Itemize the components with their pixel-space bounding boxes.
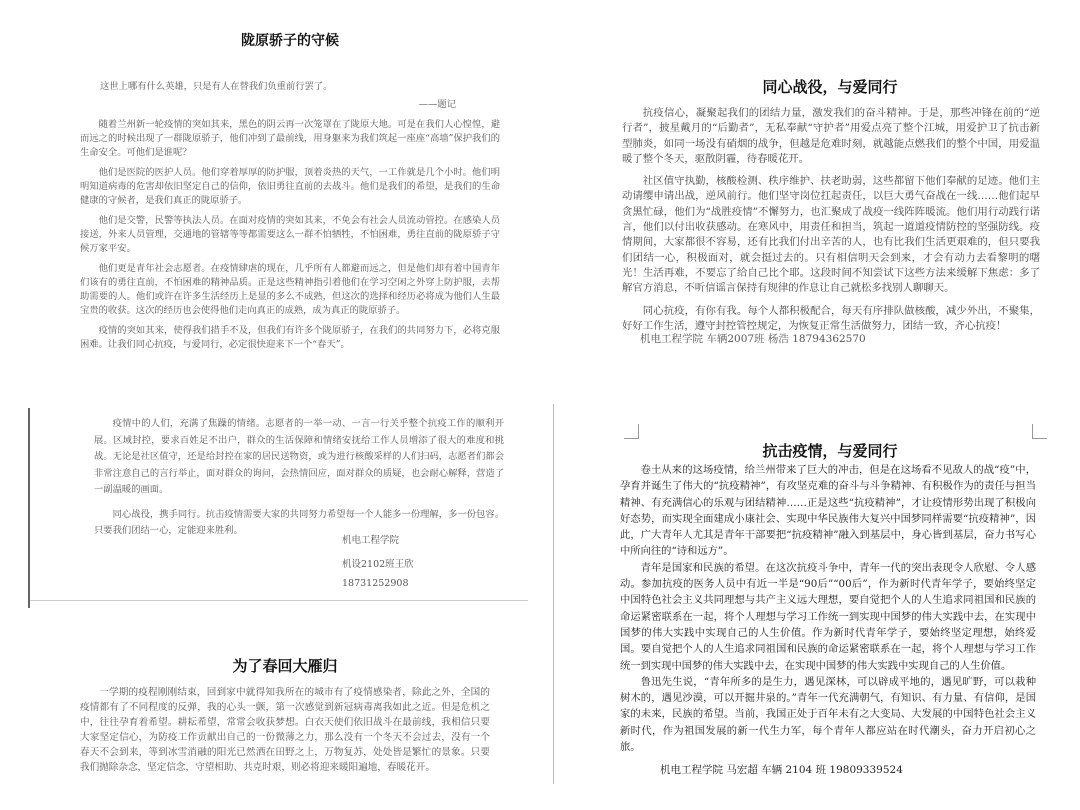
- paragraph: 一学期的疫程刚刚结束，回到家中就得知我所在的城市有了疫情感染者，除此之外，全国的疫情都有了不同程度的反弹，我的心头一颤，第一次感觉到新冠病毒离我如此之近。但是危机之中，往往孕育着希望。耕耘希望，常常会收获梦想。白衣天使们依旧战斗在最前线，我相信只要大家坚定信心，为防疫工作贡献出自己的一份微薄之力，那么没有一个冬天不会过去，没有一个春天不会到来，等到冰雪消融的阳光已然洒在田野之上，万物复苏，处处皆是繁忙的景象。只要我们抛除杂念，坚定信念，守望相助、共克时艰，则必将迎来暖阳遍地，春暖花开。: [80, 687, 490, 773]
- author-signature: 机电工程学院 马宏超 车辆 2104 班 19809339524: [660, 764, 903, 776]
- article-title: 为了春回大雁归: [232, 657, 338, 675]
- paragraph: 疫情的突如其来，使得我们措手不及，但我们有许多个陇原骄子，在我们的共同努力下，必将克服困难。让我们同心抗疫，与爱同行，必定很快迎来下一个“春天”。: [80, 325, 500, 350]
- author-signature: 机电工程学院 车辆2007班 杨浩 18794362570: [640, 333, 866, 345]
- article-body: [620, 462, 1036, 755]
- crop-mark: [624, 424, 639, 439]
- article-title: 同心战役，与爱同行: [762, 78, 898, 96]
- paragraph: 随着兰州新一轮疫情的突如其来，黑色的阴云再一次笼罩在了陇原大地。可是在我们人心惶惶，避而远之的时候出现了一群陇原骄子，他们冲到了最前线，用身躯来为我们筑起一座座“高墙”保护我们的生命安全。可他们是谁呢？: [80, 119, 500, 158]
- paragraph: 社区值守执勤，核酸检测、秩序维护、扶老助弱，这些都留下他们奉献的足迹。他们主动请缨申请出战，逆风前行。他们坚守岗位扛起责任，以巨大勇气奋战在一线……他们起早贪黑忙碌，他们为“战胜疫情”不懈努力，也汇聚成了战疫一线阵阵暖流。他们用行动践行诺言，他们以付出收获感动。在寒风中，用责任和担当，筑起一道道疫情防控的坚强防线。疫情期间，大家都很不容易，还有比我们付出辛苦的人，也有比我们生活更艰难的，但只要我们团结一心，积极面对，就会挺过去的。只有相信明天会到来，才会有动力去看黎明的曙光！生活再难，不要忘了给自己比个耶。这段时间不知尝试下这些方法来缓解下焦虑：多了解官方消息，不听信谣言保持有规律的作息让自己就松多找别人聊聊天。: [622, 175, 1040, 295]
- epigraph-byline: ——题记: [418, 99, 456, 110]
- paragraph: 他们更是青年社会志愿者。在疫情肆虐的现在，几乎所有人都避而远之，但是他们却有着中国青年们该有的勇往直前，不怕困难的精神品质。正是这些精神指引着他们在学习空闲之外穿上防护服，去帮助需要的人。他们或许在许多生活经历上是显的多么不成熟，但这次的选择和经历必将成为他们人生最宝贵的收获。这次的经历也会使得他们走向真正的成熟，成为真正的陇原骄子。: [80, 263, 500, 316]
- article-tongxin: [600, 70, 1050, 370]
- paragraph: 疫情中的人们，充满了焦躁的情绪。志愿者的一举一动、一言一行关乎整个抗疫工作的顺利开展。区域封控，要求百姓足不出户，群众的生活保障和情绪安抚给工作人员增添了很大的难度和挑战。无论是社区值守，还是给封控在家的居民送物资，或为进行核酸采样的人们扫码，志愿者们都会非常注意自己的言行举止，面对群众的询问，会热情回应，面对群众的质疑，也会耐心解释，营造了一副温暖的画面。: [94, 418, 504, 495]
- article-body: [80, 685, 490, 775]
- paragraph: 他们是医院的医护人员。他们穿着厚厚的防护服，顶着炎热的天气，一工作就是几个小时。他们明明知道病毒的危害却依旧坚定自己的信仰，依旧勇往直前的去战斗。他们是我们的希望，是我们的生命健康的守候者，是我们真正的陇原骄子。: [80, 167, 500, 206]
- article-volunteers: [28, 408, 534, 608]
- article-longyuan: [80, 30, 500, 390]
- article-title: 抗击疫情，与爱同行: [762, 442, 898, 460]
- paragraph: 同心战役，携手同行。抗击疫情需要大家的共同努力希望每一个人能多一份理解，多一份包容。只要我们团结一心，定能迎来胜利。: [94, 508, 504, 536]
- article-body: [94, 416, 504, 548]
- paragraph: 青年是国家和民族的希望。在这次抗疫斗争中，青年一代的突出表现令人欣慰、令人感动。参加抗疫的医务人员中有近一半是“90后”“00后”，作为新时代青年学子，要始终坚定中国特色社会主义共同理想与共产主义远大理想，要自觉把个人的人生追求同祖国和民族的命运紧密联系在一起，将个人理想与学习工作统一到实现中国梦的伟大实践中去，在实现中国梦的伟大实践中实现自己的人生价值。作为新时代青年学子，要始终坚定理想，始终爱国。要自觉把个人的人生追求同祖国和民族的命运紧密联系在一起，将个人理想与学习工作统一到实现中国梦的伟大实践中去，在实现中国梦的伟大实践中实现自己的人生价值。: [620, 561, 1036, 672]
- paragraph: 他们是交警，民警等执法人员。在面对疫情的突如其来，不免会有社会人员流动管控。在感染人员接送，外来人员管理，交通地的管辖等等都需要这么一群不怕牺牲，不怕困难，勇往直前的陇原骄子守候万家平安。: [80, 215, 500, 254]
- author-class-name: 机设2102班王欣: [342, 559, 414, 570]
- paragraph: 同心抗疫，有你有我。每个人都积极配合，每天有序排队做核酸，减少外出，不聚集，好好工作生活，遵守封控管控规定，为恢复正常生活做努力，团结一致，齐心抗疫！: [622, 304, 1040, 332]
- article-kangji: [620, 440, 1040, 800]
- author-school: 机电工程学院: [342, 535, 400, 546]
- paragraph: 卷土从来的这场疫情，给兰州带来了巨大的冲击，但是在这场看不见敌人的战“疫”中，孕育并诞生了伟大的“抗疫精神”，有攻坚克难的奋斗与斗争精神、有积极作为的责任与担当精神、有充满信心的乐观与团结精神……正是这些“抗疫精神”，才让疫情形势出现了积极向好态势，而实现全面建成小康社会、实现中华民族伟大复兴中国梦同样需要“抗疫精神”，因此，广大青年人尤其是青年干部要把“抗疫精神”融入到基层中，身心皆到基层，奋力书写心中所向往的“诗和远方”。: [620, 464, 1036, 558]
- divider: [30, 600, 528, 601]
- article-title: 陇原骄子的守候: [241, 33, 339, 49]
- crop-mark: [1032, 424, 1047, 439]
- article-body: [80, 118, 500, 358]
- article-spring: [80, 655, 490, 775]
- divider: [553, 404, 554, 784]
- author-phone: 18731252908: [342, 578, 409, 589]
- article-body: [622, 106, 1040, 341]
- epigraph: 这世上哪有什么英雄，只是有人在替我们负重前行罢了。: [100, 81, 333, 92]
- paragraph: 鲁迅先生说，“青年所多的是生力，遇见深林，可以辟成平地的，遇见旷野，可以栽种树木的，遇见沙漠，可以开掘井泉的。”青年一代充满朝气，有知识、有力量、有信仰，是国家的未来，民族的希望。当前，我国正处于百年未有之大变局、大发展的中国特色社会主义新时代，作为祖国发展的新一代生力军，每个青年人都应站在时代潮头，奋力开启初心之旅。: [620, 675, 1036, 754]
- paragraph: 抗疫信心，凝聚起我们的团结力量，激发我们的奋斗精神。于是，那些冲锋在前的“逆行者”，披星戴月的“后勤者”，无私奉献“守护者”用爱点亮了整个江城，用爱护卫了抗击新型肺炎，如同一场没有硝烟的战争，但越是危难时刻，就越能点燃我们的整个中国，用爱温暖了整个冬天，驱散阴霾，待春暖花开。: [622, 107, 1040, 165]
